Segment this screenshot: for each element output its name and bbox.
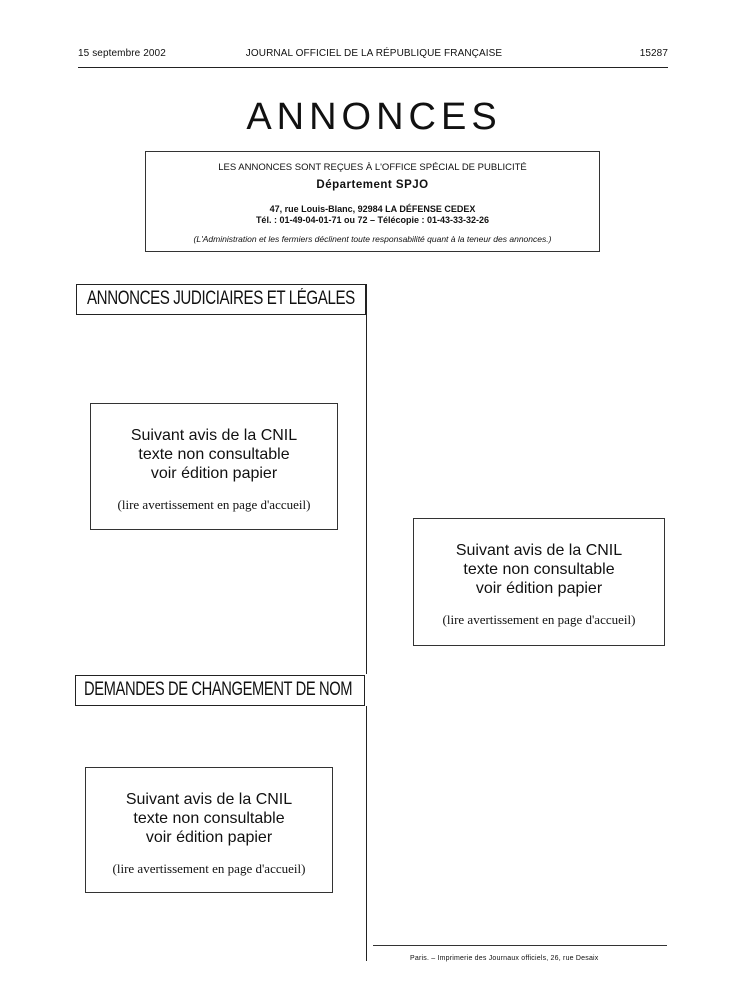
cnil-note: (lire avertissement en page d'accueil) (442, 612, 636, 627)
printer-footer: Paris. – Imprimerie des Journaux officiels, 26, rue Desaix (410, 955, 599, 962)
notice-phones: Tél. : 01-49-04-01-71 ou 72 – Télécopie : 01-43-33-32-26 (255, 215, 490, 225)
cnil-line-1: Suivant avis de la CNIL (125, 791, 293, 808)
column-divider (366, 706, 367, 961)
page-title: ANNONCES (246, 96, 502, 138)
notice-intro: LES ANNONCES SONT REÇUES À L'OFFICE SPÉCIAL DE PUBLICITÉ (218, 162, 527, 173)
cnil-line-3: voir édition papier (475, 580, 603, 597)
cnil-line-2: texte non consultable (138, 446, 290, 463)
section-heading-changement-nom: DEMANDES DE CHANGEMENT DE NOM (75, 675, 365, 706)
cnil-line-1: Suivant avis de la CNIL (455, 542, 623, 559)
footer-divider (373, 945, 667, 946)
column-divider (366, 284, 367, 674)
page-number: 15287 (639, 48, 668, 59)
header-divider (78, 67, 668, 68)
cnil-note: (lire avertissement en page d'accueil) (117, 497, 311, 512)
cnil-notice-box (413, 518, 665, 646)
cnil-line-3: voir édition papier (150, 465, 278, 482)
section-heading-judiciaires: ANNONCES JUDICIAIRES ET LÉGALES (76, 284, 366, 315)
cnil-notice-box (85, 767, 333, 893)
cnil-line-1: Suivant avis de la CNIL (130, 427, 298, 444)
cnil-line-2: texte non consultable (463, 561, 615, 578)
notice-disclaimer: (L'Administration et les fermiers déclinent toute responsabilité quant à la teneur des annonces.) (193, 234, 552, 244)
journal-title: JOURNAL OFFICIEL DE LA RÉPUBLIQUE FRANÇAISE (245, 48, 503, 59)
cnil-notice-box (90, 403, 338, 530)
notice-department: Département SPJO (316, 179, 429, 191)
cnil-note: (lire avertissement en page d'accueil) (112, 861, 306, 876)
header-date: 15 septembre 2002 (78, 48, 166, 59)
cnil-line-2: texte non consultable (133, 810, 285, 827)
cnil-line-3: voir édition papier (145, 829, 273, 846)
publicity-notice-box (145, 151, 600, 252)
notice-address: 47, rue Louis-Blanc, 92984 LA DÉFENSE CEDEX (269, 204, 476, 214)
